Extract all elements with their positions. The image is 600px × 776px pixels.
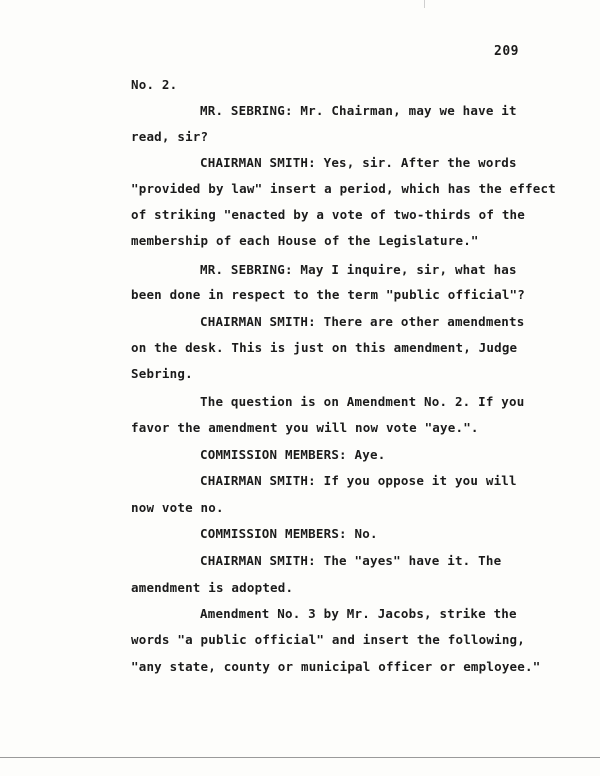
transcript-line: The question is on Amendment No. 2. If you xyxy=(200,394,525,409)
transcript-line: "provided by law" insert a period, which has the effect xyxy=(131,181,556,196)
transcript-line: CHAIRMAN SMITH: There are other amendments xyxy=(200,314,525,329)
transcript-line: amendment is adopted. xyxy=(131,580,294,595)
transcript-line: "any state, county or municipal officer or employee." xyxy=(131,659,541,674)
page-bottom-edge xyxy=(0,757,600,758)
transcript-line: COMMISSION MEMBERS: Aye. xyxy=(200,447,386,462)
transcript-line: COMMISSION MEMBERS: No. xyxy=(200,526,378,541)
page-number: 209 xyxy=(494,44,519,59)
transcript-line: CHAIRMAN SMITH: If you oppose it you will xyxy=(200,473,517,488)
transcript-line: No. 2. xyxy=(131,77,178,92)
transcript-line: membership of each House of the Legislature." xyxy=(131,233,479,248)
transcript-line: favor the amendment you will now vote "aye.". xyxy=(131,420,479,435)
transcript-line: MR. SEBRING: May I inquire, sir, what has xyxy=(200,262,517,277)
transcript-line: now vote no. xyxy=(131,500,224,515)
transcript-line: Sebring. xyxy=(131,366,193,381)
transcript-line: been done in respect to the term "public official"? xyxy=(131,287,526,302)
scan-mark xyxy=(424,0,425,8)
transcript-line: words "a public official" and insert the following, xyxy=(131,632,526,647)
transcript-line: Amendment No. 3 by Mr. Jacobs, strike the xyxy=(200,606,517,621)
transcript-line: read, sir? xyxy=(131,129,209,144)
transcript-line: MR. SEBRING: Mr. Chairman, may we have it xyxy=(200,103,517,118)
transcript-line: CHAIRMAN SMITH: The "ayes" have it. The xyxy=(200,553,502,568)
transcript-line: of striking "enacted by a vote of two-thirds of the xyxy=(131,207,526,222)
transcript-line: on the desk. This is just on this amendment, Judge xyxy=(131,340,518,355)
transcript-line: CHAIRMAN SMITH: Yes, sir. After the words xyxy=(200,155,517,170)
